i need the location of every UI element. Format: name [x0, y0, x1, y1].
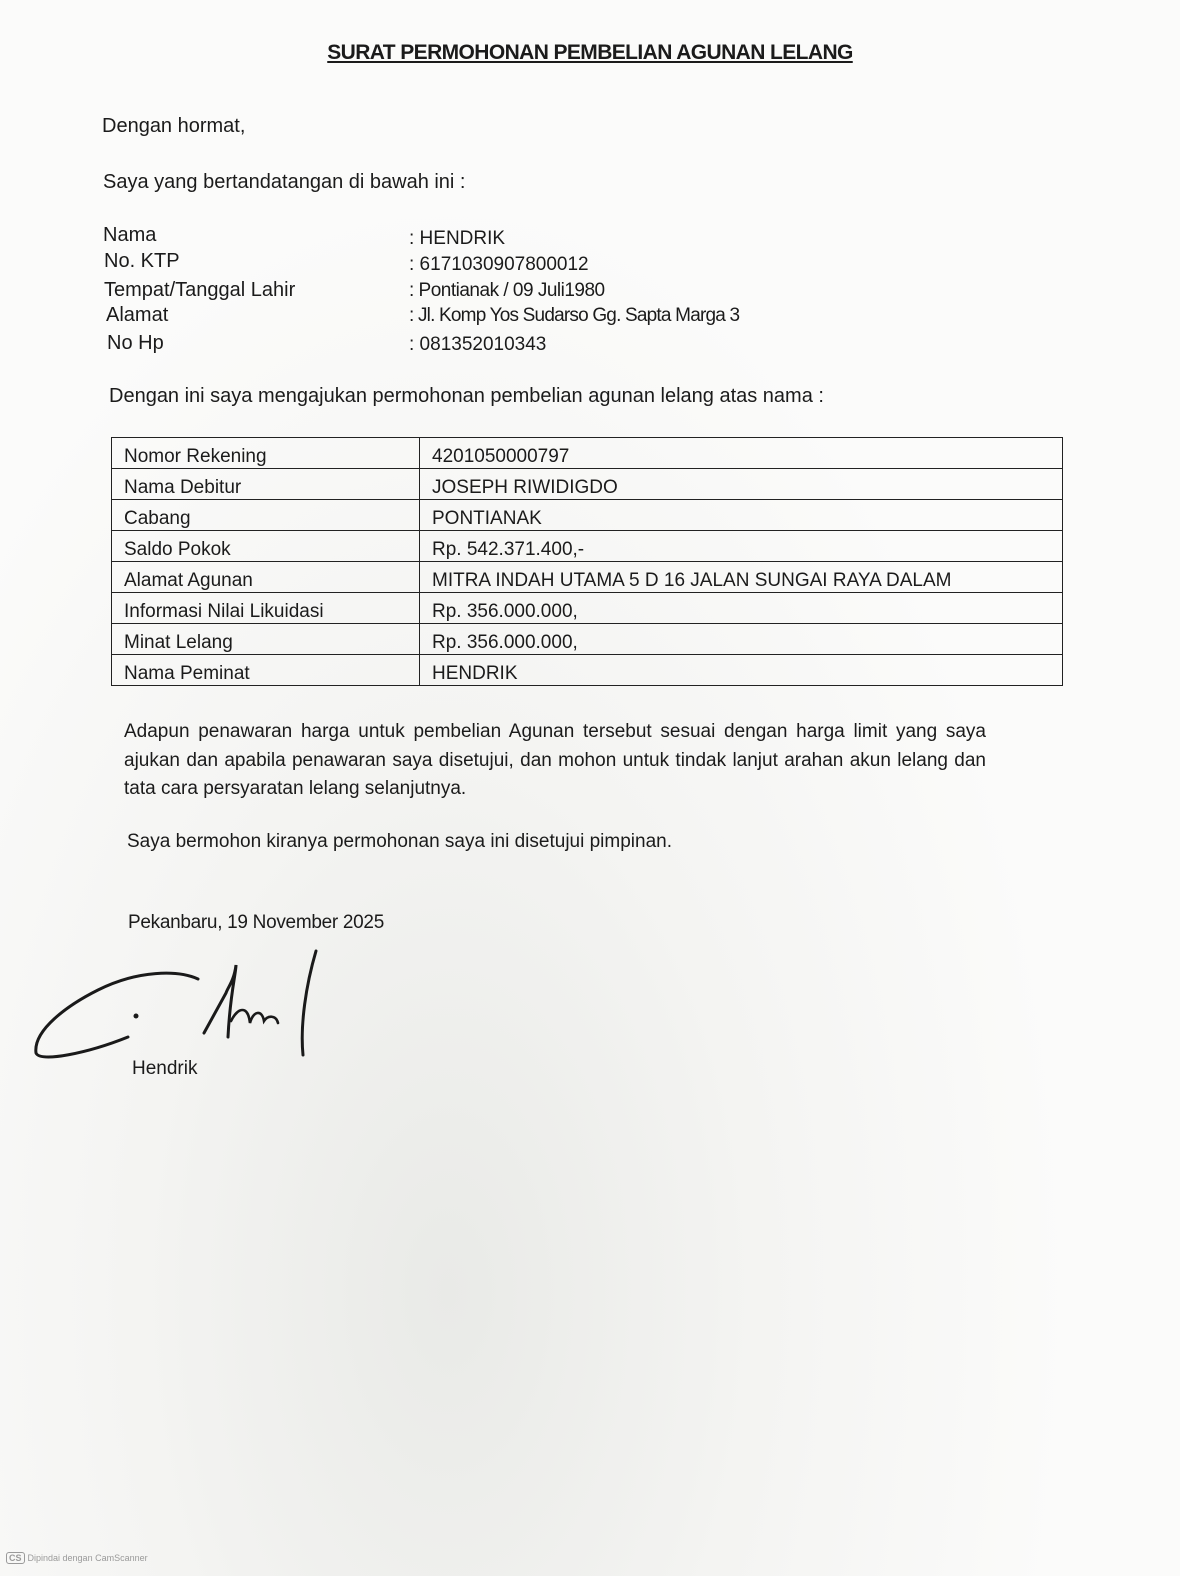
agunan-table	[111, 437, 1063, 686]
identity-label-alamat: Alamat	[106, 304, 169, 326]
identity-label-ktp: No. KTP	[104, 250, 180, 272]
camscanner-logo-icon: CS	[6, 1552, 25, 1564]
table-cell-label: Nama Debitur	[112, 469, 420, 500]
table-cell-value: MITRA INDAH UTAMA 5 D 16 JALAN SUNGAI RAYA DALAM	[420, 562, 1063, 593]
table-row	[112, 562, 1063, 593]
table-row	[112, 531, 1063, 562]
table-cell-value: Rp. 542.371.400,-	[420, 531, 1063, 562]
table-cell-value: Rp. 356.000.000,	[420, 624, 1063, 655]
identity-value-ttl: : Pontianak / 09 Juli1980	[409, 280, 605, 301]
intro-line: Saya yang bertandatangan di bawah ini :	[103, 171, 466, 193]
greeting: Dengan hormat,	[102, 115, 246, 137]
table-row	[112, 500, 1063, 531]
table-row	[112, 624, 1063, 655]
identity-value-hp: : 081352010343	[409, 334, 547, 355]
table-row	[112, 469, 1063, 500]
table-row	[112, 438, 1063, 469]
table-cell-value: Rp. 356.000.000,	[420, 593, 1063, 624]
identity-value-ktp: : 6171030907800012	[409, 254, 589, 275]
table-cell-value: 4201050000797	[420, 438, 1063, 469]
handwritten-signature	[28, 945, 328, 1065]
table-cell-label: Nomor Rekening	[112, 438, 420, 469]
approval-request: Saya bermohon kiranya permohonan saya ini disetujui pimpinan.	[127, 831, 672, 852]
table-cell-value: JOSEPH RIWIDIGDO	[420, 469, 1063, 500]
table-cell-label: Informasi Nilai Likuidasi	[112, 593, 420, 624]
signer-name: Hendrik	[132, 1058, 198, 1079]
offer-paragraph: Adapun penawaran harga untuk pembelian Agunan tersebut sesuai dengan harga limit yang saya ajukan dan apabila penawaran saya disetujui, dan mohon untuk tindak lanjut arahan akun lelang dan tata cara persyaratan lelang selanjutnya.	[124, 721, 986, 799]
table-cell-value: HENDRIK	[420, 655, 1063, 686]
table-cell-label: Saldo Pokok	[112, 531, 420, 562]
place-date: Pekanbaru, 19 November 2025	[128, 912, 384, 933]
camscanner-note: Dipindai dengan CamScanner	[27, 1553, 148, 1563]
table-cell-label: Alamat Agunan	[112, 562, 420, 593]
table-row	[112, 655, 1063, 686]
table-row	[112, 593, 1063, 624]
identity-value-alamat: : Jl. Komp Yos Sudarso Gg. Sapta Marga 3	[409, 305, 740, 326]
table-cell-label: Minat Lelang	[112, 624, 420, 655]
table-cell-label: Nama Peminat	[112, 655, 420, 686]
request-line: Dengan ini saya mengajukan permohonan pembelian agunan lelang atas nama :	[109, 385, 824, 407]
document-title: SURAT PERMOHONAN PEMBELIAN AGUNAN LELANG	[327, 41, 853, 64]
identity-label-ttl: Tempat/Tanggal Lahir	[104, 279, 296, 301]
table-cell-label: Cabang	[112, 500, 420, 531]
camscanner-watermark	[6, 1552, 148, 1564]
identity-value-nama: : HENDRIK	[409, 228, 506, 249]
identity-label-nama: Nama	[103, 224, 157, 246]
table-cell-value: PONTIANAK	[420, 500, 1063, 531]
identity-label-hp: No Hp	[107, 332, 164, 354]
